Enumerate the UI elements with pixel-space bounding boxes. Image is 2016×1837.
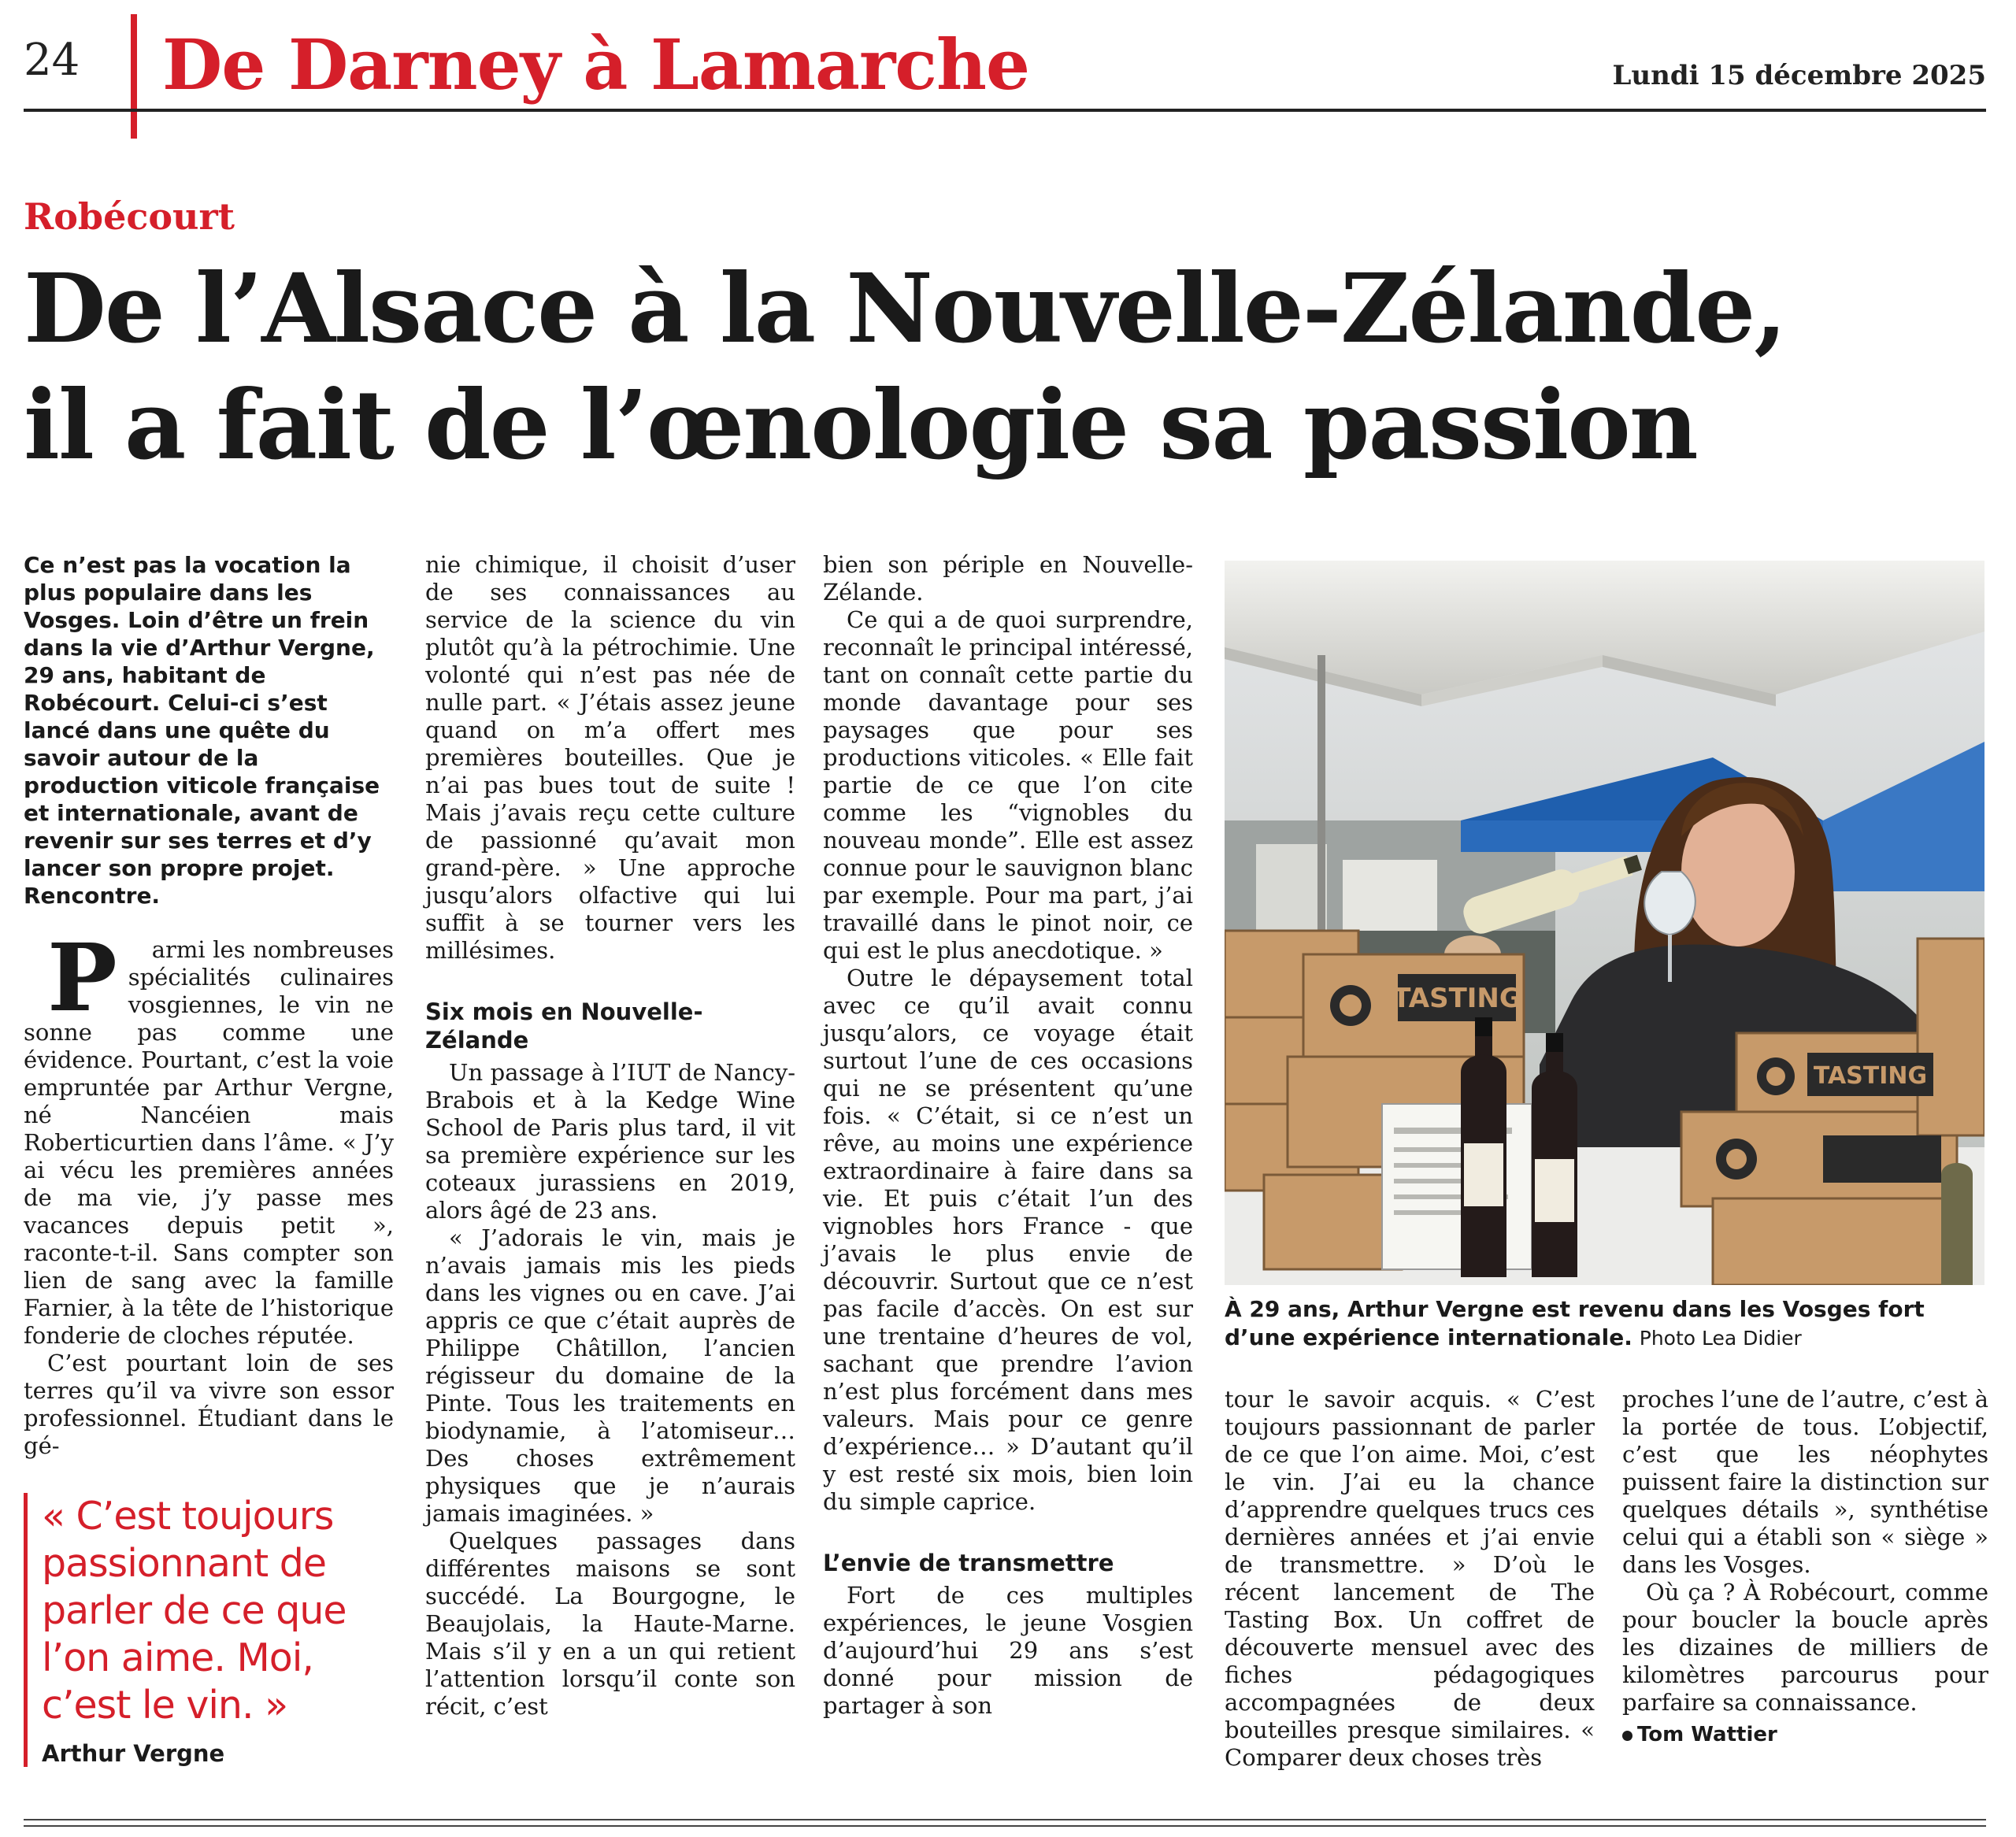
section-title: De Darney à Lamarche bbox=[162, 24, 1029, 106]
article-paragraph: Parmi les nombreuses spécialités culinaires vosgiennes, le vin ne sonne pas comme une évidence. Pourtant, c’est la voie empruntée par Arthur Vergne, né Nancéien mais Roberticurtien dans l’âme. « J’y ai vécu les premières années de ma vie, j’y passe mes vacances depuis petit », raconte-t-il. Sans compter son lien de sang avec la famille Farnier, à la tête de l’historique fonderie de cloches réputée. bbox=[24, 923, 394, 1349]
pull-quote bbox=[24, 1493, 394, 1767]
article-paragraph: Outre le dépaysement total avec ce qu’il avait connu jusqu’alors, ce voyage était surtout l’une de ces occasions qui ne se présentent qu’une fois. « C’était, si ce n’est un rêve, au moins une expérience extraordinaire à faire dans sa vie. Et puis c’était l’un des vignobles hors France - que j’avais le plus envie de découvrir. Surtout que ce n’est pas facile d’accès. On est sur une trentaine d’heures de vol, sachant que prendre l’avion n’est plus forcément dans mes valeurs. Mais pour ce genre d’expérience… » D’autant qu’il y est resté six mois, bien loin du simple caprice. bbox=[823, 965, 1193, 1515]
photo-caption bbox=[1225, 1295, 1984, 1353]
caption-text: À 29 ans, Arthur Vergne est revenu dans les Vosges fort d’une expérience internationale. bbox=[1225, 1296, 1925, 1350]
article-subheading: Six mois en Nouvelle-Zélande bbox=[425, 998, 703, 1054]
article-subheading: L’envie de transmettre bbox=[823, 1550, 1114, 1576]
header-rule bbox=[24, 109, 1986, 112]
photo-credit: Photo Lea Didier bbox=[1639, 1327, 1802, 1350]
headline-line-2: il a fait de l’œnologie sa passion bbox=[24, 369, 1697, 481]
photo-illustration bbox=[1225, 561, 1984, 1285]
article-paragraph: Quelques passages dans différentes maisons se sont succédé. La Bourgogne, le Beaujolais, la Haute-Marne. Mais s’il y en a un qui retient l’attention lorsqu’il conte son récit, c’est bbox=[425, 1528, 795, 1720]
bullet-icon bbox=[1622, 1731, 1632, 1741]
pull-quote-author: Arthur Vergne bbox=[42, 1740, 225, 1767]
headline-line-1: De l’Alsace à la Nouvelle-Zélande, bbox=[24, 252, 1786, 365]
article-paragraph: Fort de ces multiples expériences, le jeune Vosgien d’aujourd’hui 29 ans s’est donné pour mission de partager à son bbox=[823, 1582, 1193, 1719]
article-column-4 bbox=[1225, 1386, 1595, 1772]
article-paragraph: Un passage à l’IUT de Nancy-Brabois et à la Kedge Wine School de Paris plus tard, il vit sa première expérience sur les coteaux jurassiens en 2019, alors âgé de 23 ans. bbox=[425, 1059, 795, 1224]
article-column-1 bbox=[24, 551, 394, 1460]
article-headline bbox=[24, 250, 1977, 483]
article-paragraph: Ce qui a de quoi surprendre, reconnaît le principal intéressé, tant on connaît cette partie du monde davantage pour ses paysages que pour ses productions viticoles. « Elle fait partie de ce que l’on cite comme les “vignobles du nouveau monde”. Elle est assez connue pour le sauvignon blanc par exemple. Pour ma part, j’ai travaillé dans le pinot noir, ce qui est le plus anecdotique. » bbox=[823, 606, 1193, 964]
article-standfirst: Ce n’est pas la vocation la plus populaire dans les Vosges. Loin d’être un frein dans la vie d’Arthur Vergne, 29 ans, habitant de Robécourt. Celui-ci s’est lancé dans une quête du savoir autour de la production viticole française et internationale, avant de revenir sur ses terres et d’y lancer son propre projet. Rencontre. bbox=[24, 552, 380, 909]
pull-quote-text: « C’est toujours passionnant de parler de ce que l’on aime. Moi, c’est le vin. » bbox=[42, 1494, 346, 1728]
article-paragraph: proches l’une de l’autre, c’est à la portée de tous. L’objectif, c’est que les néophytes puissent faire la distinction sur quelques détails », synthétise celui qui a établi son « siège » dans les Vosges. bbox=[1622, 1386, 1988, 1578]
page-number: 24 bbox=[24, 35, 80, 86]
article-paragraph: C’est pourtant loin de ses terres qu’il va vivre son essor professionnel. Étudiant dans le gé- bbox=[24, 1350, 394, 1459]
article-column-3 bbox=[823, 551, 1193, 1720]
article-paragraph: bien son périple en Nouvelle-Zélande. bbox=[823, 551, 1193, 606]
article-column-2 bbox=[425, 551, 795, 1720]
article-paragraph: tour le savoir acquis. « C’est toujours passionnant de parler de ce que l’on aime. Moi, c’est le vin. J’ai eu la chance d’apprendre quelques trucs ces dernières années et j’ai envie de transmettre. » D’où le récent lancement de The Tasting Box. Un coffret de découverte mensuel avec des fiches pédagogiques accompagnées de deux bouteilles presque similaires. « Comparer deux choses très bbox=[1225, 1386, 1595, 1771]
article-column-5 bbox=[1622, 1386, 1988, 1749]
footer-rule bbox=[24, 1825, 1986, 1827]
box-brand-text: TASTING bbox=[1392, 983, 1521, 1014]
article-kicker: Robécourt bbox=[24, 195, 235, 238]
article-paragraph: nie chimique, il choisit d’user de ses connaissances au service de la science du vin plutôt qu’à la pétrochimie. Une volonté qui n’est pas née de nulle part. « J’étais assez jeune quand on m’a offert mes premières bouteilles. Que je n’ai pas bues tout de suite ! Mais j’avais reçu cette culture de passionné qu’avait mon grand-père. » Une approche jusqu’alors olfactive qui lui suffit à se tourner vers les millésimes. bbox=[425, 551, 795, 964]
issue-date: Lundi 15 décembre 2025 bbox=[1612, 60, 1986, 91]
article-paragraph: « J’adorais le vin, mais je n’avais jamais mis les pieds dans les vignes ou en cave. J’ai appris ce que c’était auprès de Philippe Châtillon, l’ancien régisseur du domaine de la Pinte. Tous les traitements en biodynamie, à l’atomiseur… Des choses extrêmement physiques que je n’aurais jamais imaginées. » bbox=[425, 1224, 795, 1527]
footer-rule bbox=[24, 1819, 1986, 1820]
article-paragraph: Où ça ? À Robécourt, comme pour boucler la boucle après les dizaines de milliers de kilomètres parcourus pour parfaire sa connaissance. bbox=[1622, 1579, 1988, 1716]
article-photo bbox=[1225, 561, 1984, 1285]
header-divider bbox=[131, 14, 137, 139]
article-byline bbox=[1622, 1721, 1988, 1749]
box-brand-text: TASTING bbox=[1813, 1062, 1928, 1090]
byline-author: Tom Wattier bbox=[1637, 1723, 1777, 1746]
